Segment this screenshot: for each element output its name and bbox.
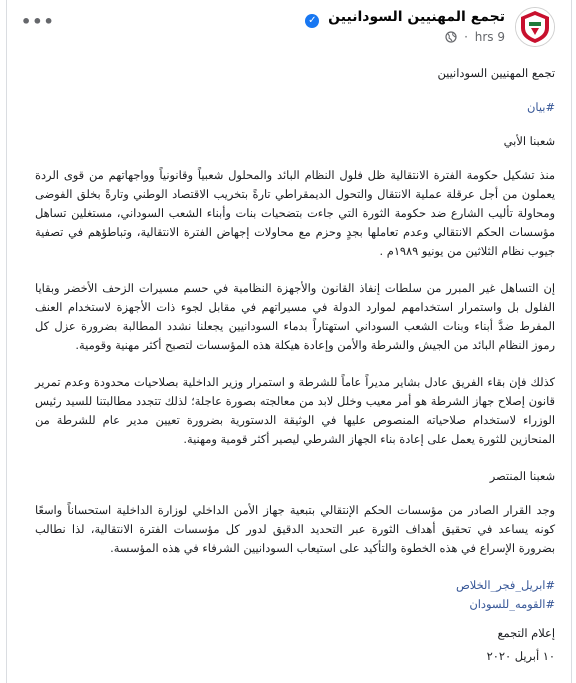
post-meta: [445, 30, 505, 44]
more-options-icon[interactable]: •••: [21, 12, 55, 31]
paragraph-2: إن التساهل غير المبرر من سلطات إنفاذ القانون والأجهزة النظامية في حسم مسيرات الزحف الأخضر وبقايا الفلول بل واستمرار استخدامهم لموارد الدولة في مسيراتهم في مقابل لجوء ذات الأجهزة لاستخدام العنف المفرط ضدَّ أبناء وبنات الشعب السوداني استهتاراً بدماء السودانيين يجعلنا نشدد المطالبة بضرورة عزل كل رموز النظام البائد من الجيش والشرطة والأمن وإعادة هيكلة هذه المؤسسات لتصبح أكثر مهنية وقومية.: [35, 281, 555, 352]
signature: إعلام التجمع: [497, 626, 555, 640]
verified-badge-icon: ✓: [305, 14, 319, 28]
globe-icon[interactable]: [445, 31, 457, 43]
post-time[interactable]: 9 hrs: [474, 30, 505, 44]
hashtags: [35, 576, 555, 614]
paragraph-1: منذ تشكيل حكومة الفترة الانتقالية ظل فلول النظام البائد والمحلول شعبياً وقانونياً وواجهاتهم من قوى الردة يعملون من أجل عرقلة عملية الانتقال والتحول الديمقراطي تارةً بتخريب الاقتصاد الوطني وتارةً بخلق الفوضى ومحاولة تأليب الشارع ضد حكومة الثورة التي جاءت بتضحيات بنات وأبناء الشعب السوداني، مستغلين تساهل مؤسسات الحكم الانتقالي وعدم تعاملها بجدٍ وحزم مع محاولات إجهاض الفترة الانتقالية، وتباطؤهم في تصفية جيوب نظام الثلاثين من يونيو ١٩٨٩م .: [35, 168, 555, 258]
hashtag-link-statement[interactable]: #بيان: [527, 100, 555, 114]
greeting-1: شعبنا الأبي: [503, 134, 555, 148]
meta-separator: ·: [464, 30, 468, 44]
post-body: [35, 64, 555, 670]
page-logo-icon: [516, 8, 554, 46]
hashtag-link-april[interactable]: #ابريل_فجر_الخلاص: [456, 578, 555, 592]
paragraph-3: كذلك فإن بقاء الفريق عادل بشاير مديراً عاماً للشرطة و استمرار وزير الداخلية بصلاحيات محدودة وعدم تمرير قانون إصلاح جهاز الشرطة هو أمر معيب وخلل لابد من معالجته بصورة عاجلة؛ لذلك تتجدد مطالبتنا للسيد رئيس الوزراء لاستخدام صلاحياته المنصوص عليها في الوثيقة الدستورية بضرورة تعيين مدير عام للشرطة من المنحازين للثورة يعمل على إعادة بناء الجهاز الشرطي ليصير أكثر قومية ومهنية.: [35, 375, 555, 446]
hashtag-link-sudan[interactable]: #القومه_للسودان: [469, 597, 555, 611]
page-name-text[interactable]: تجمع المهنيين السودانيين: [328, 9, 505, 25]
page-avatar[interactable]: [515, 7, 555, 47]
post-header: [7, 0, 571, 52]
paragraph-4: وجد القرار الصادر من مؤسسات الحكم الإنتقالي بتبعية جهاز الأمن الداخلي لوزارة الداخلية استحساناً واسعًا كونه يساعد في تحقيق أهداف الثورة عبر التحديد الدقيق لدور كل مؤسسات الفترة الانتقالية، لذا نطالب بضرورة الإسراع في هذه الخطوة والتأكيد على استيعاب السودانيين الشرفاء في هذه المؤسسة.: [35, 503, 555, 555]
post-date-text: ١٠ أبريل ٢٠٢٠: [486, 649, 555, 663]
post-card: [6, 0, 572, 683]
org-name-line: تجمع المهنيين السودانيين: [437, 66, 555, 80]
hashtag-statement: [35, 98, 555, 117]
page-name[interactable]: [305, 9, 505, 28]
greeting-2: شعبنا المنتصر: [489, 469, 555, 483]
